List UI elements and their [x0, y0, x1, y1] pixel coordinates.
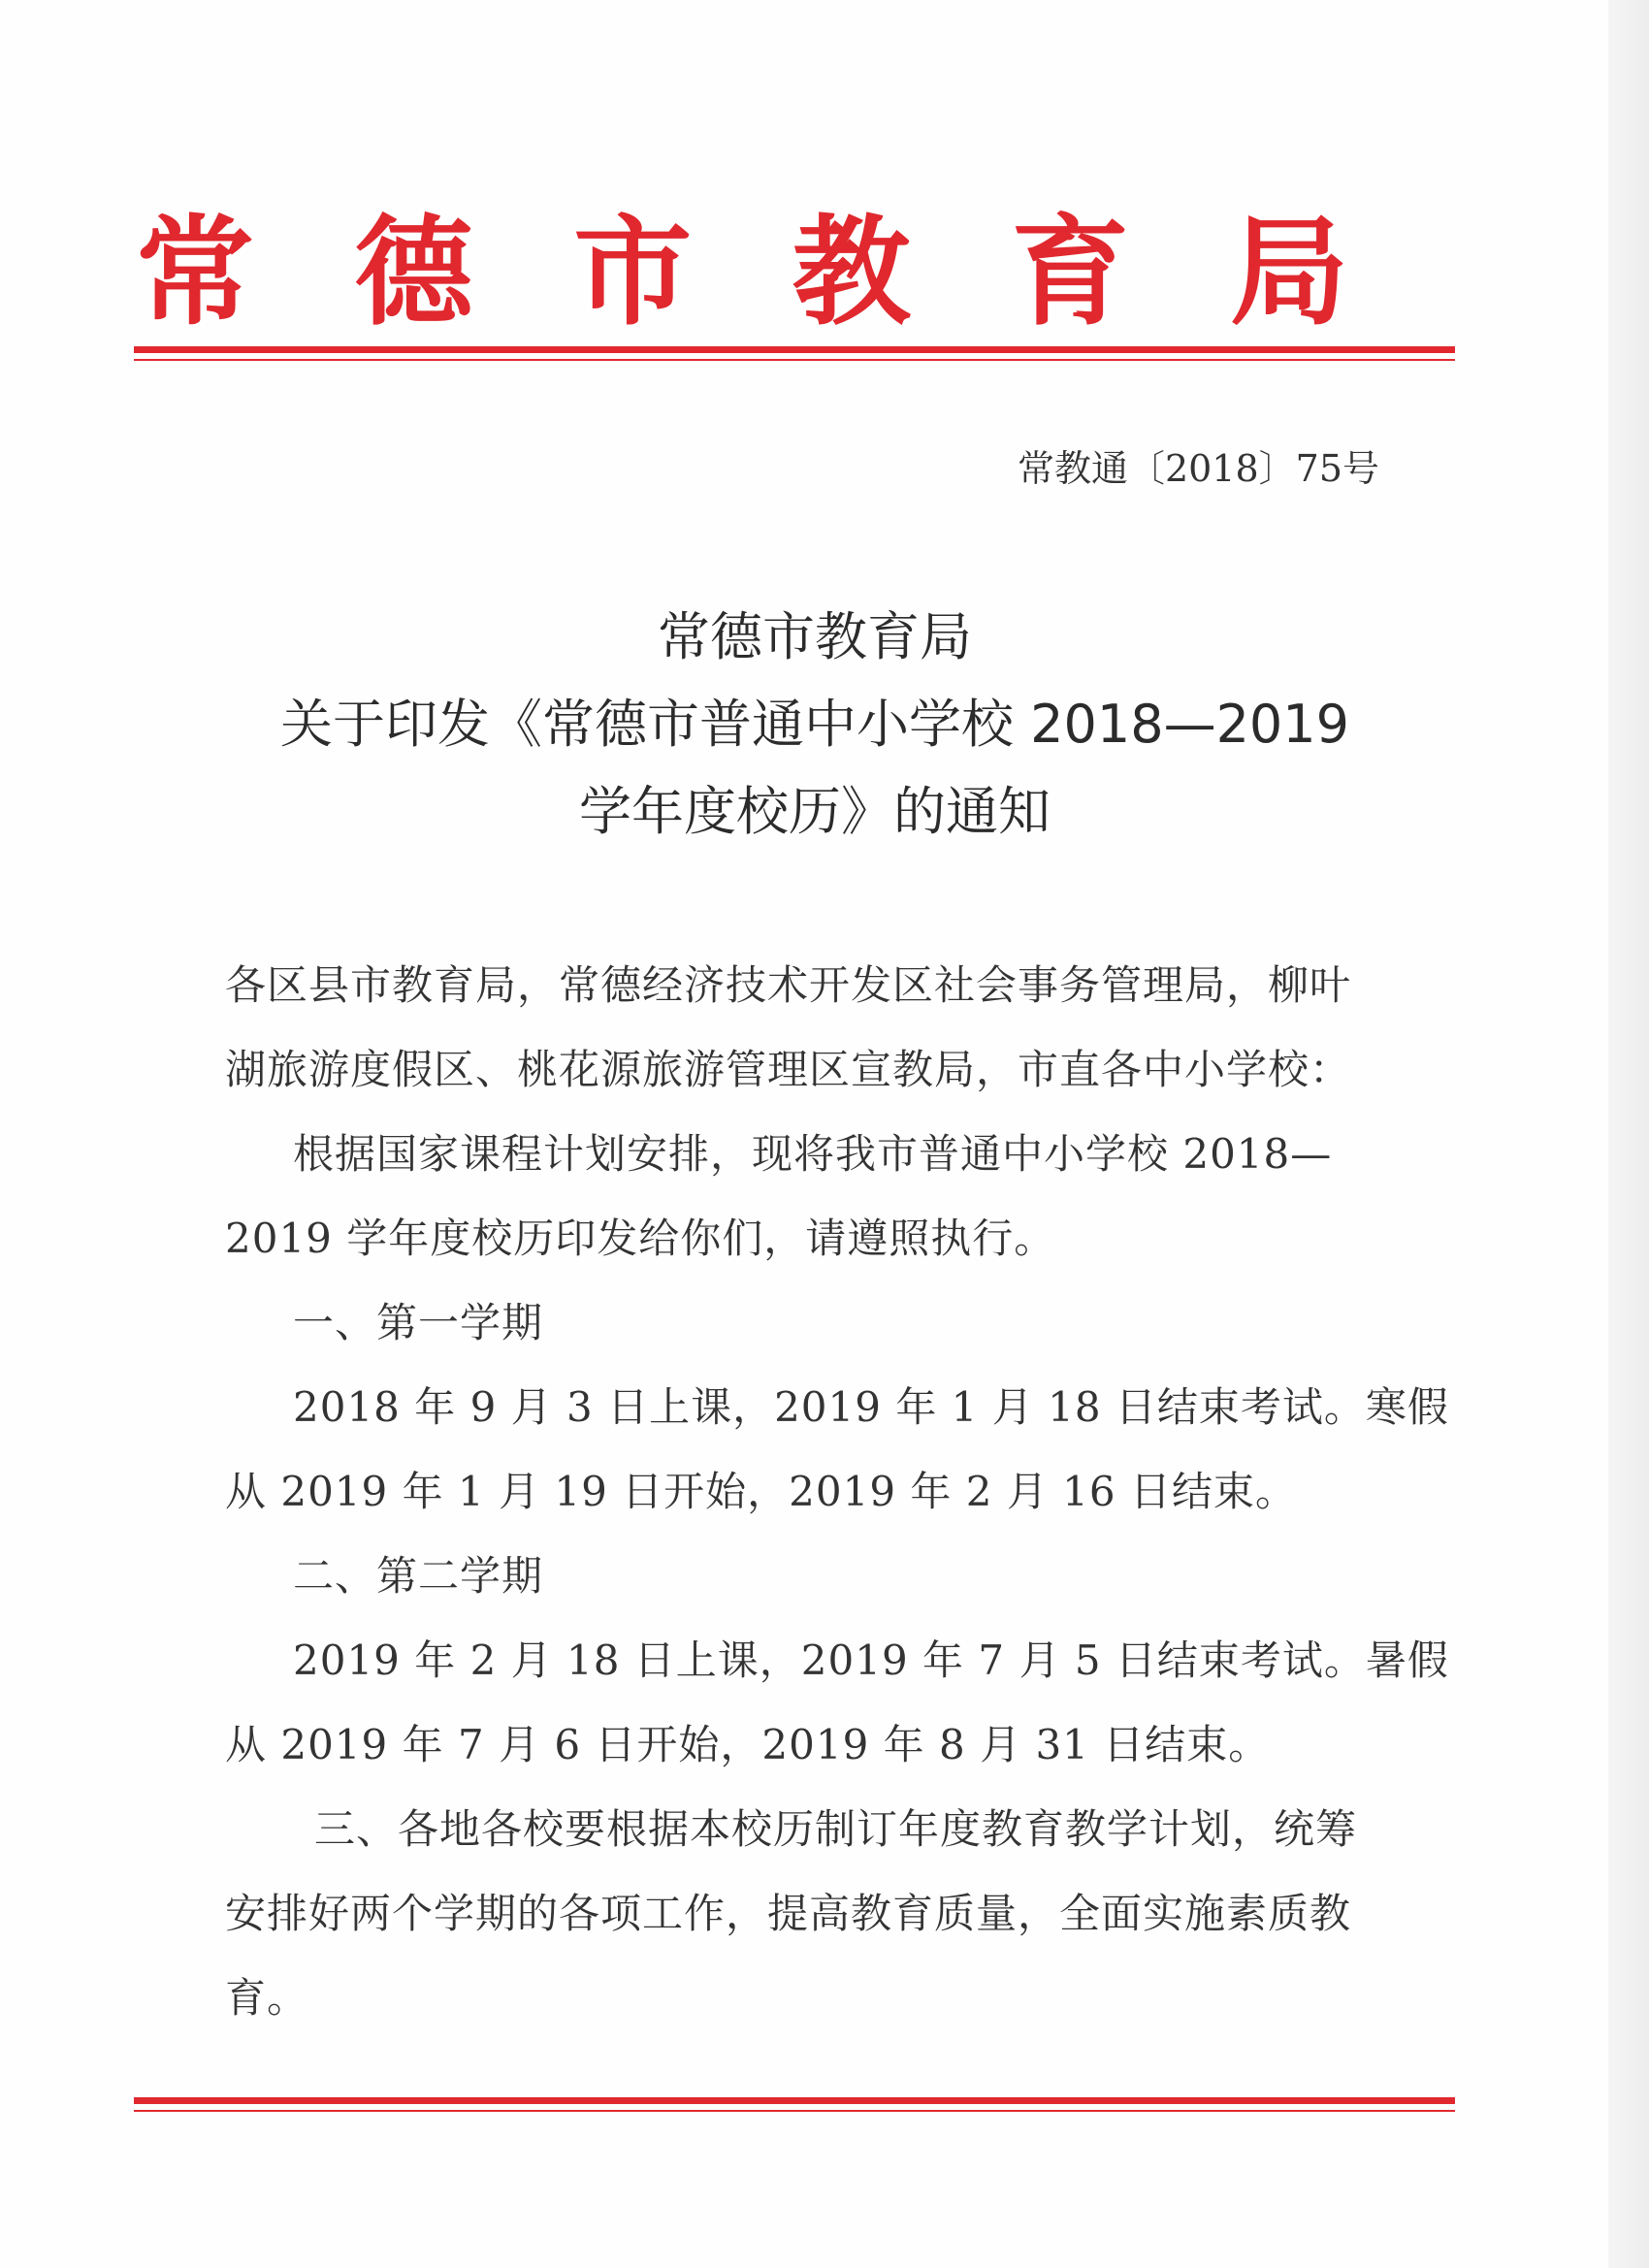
intro-line: 根据国家课程计划安排，现将我市普通中小学校 2018— — [293, 1130, 1333, 1178]
title-line: 常德市教育局 — [658, 606, 972, 667]
section-text-line: 从 2019 年 1 月 19 日开始，2019 年 2 月 16 日结束。 — [225, 1468, 1297, 1515]
recipients-line: 各区县市教育局，常德经济技术开发区社会事务管理局，柳叶 — [225, 961, 1352, 1009]
masthead-char: 局 — [1229, 202, 1348, 341]
section-text-line: 从 2019 年 7 月 6 日开始，2019 年 8 月 31 日结束。 — [225, 1721, 1271, 1768]
section-text-line: 育。 — [225, 1974, 309, 2022]
section-heading: 二、第二学期 — [293, 1552, 544, 1600]
document-body — [225, 943, 1449, 2040]
masthead-char: 常 — [136, 202, 254, 341]
document-number: 常教通〔2018〕75号 — [1017, 447, 1379, 490]
recipients-line: 湖旅游度假区、桃花源旅游管理区宣教局，市直各中小学校： — [225, 1046, 1352, 1093]
header-divider-thin — [134, 359, 1455, 361]
section-text-line: 2019 年 2 月 18 日上课，2019 年 7 月 5 日结束考试。暑假 — [293, 1636, 1449, 1684]
title-line: 关于印发《常德市普通中小学校 2018—2019 — [279, 694, 1349, 755]
section-heading: 一、第一学期 — [293, 1299, 544, 1346]
masthead-char: 德 — [354, 202, 473, 341]
title-line: 学年度校历》的通知 — [579, 781, 1051, 842]
section-text-line: 三、各地各校要根据本校历制订年度教育教学计划，统筹 — [314, 1805, 1358, 1853]
masthead-char: 市 — [573, 202, 693, 341]
scan-edge-shadow — [1608, 0, 1649, 2268]
section-text-line: 2018 年 9 月 3 日上课，2019 年 1 月 18 日结束考试。寒假 — [293, 1383, 1449, 1431]
masthead-org-name — [136, 199, 1348, 344]
masthead-char: 教 — [792, 202, 911, 341]
section-text-line: 安排好两个学期的各项工作，提高教育质量，全面实施素质教 — [225, 1890, 1352, 1937]
intro-line: 2019 学年度校历印发给你们，请遵照执行。 — [225, 1215, 1056, 1262]
footer-divider-thick — [134, 2097, 1455, 2104]
header-divider-thick — [134, 346, 1455, 353]
document-title — [136, 594, 1494, 856]
footer-divider-thin — [134, 2110, 1455, 2112]
masthead-char: 育 — [1011, 202, 1130, 341]
